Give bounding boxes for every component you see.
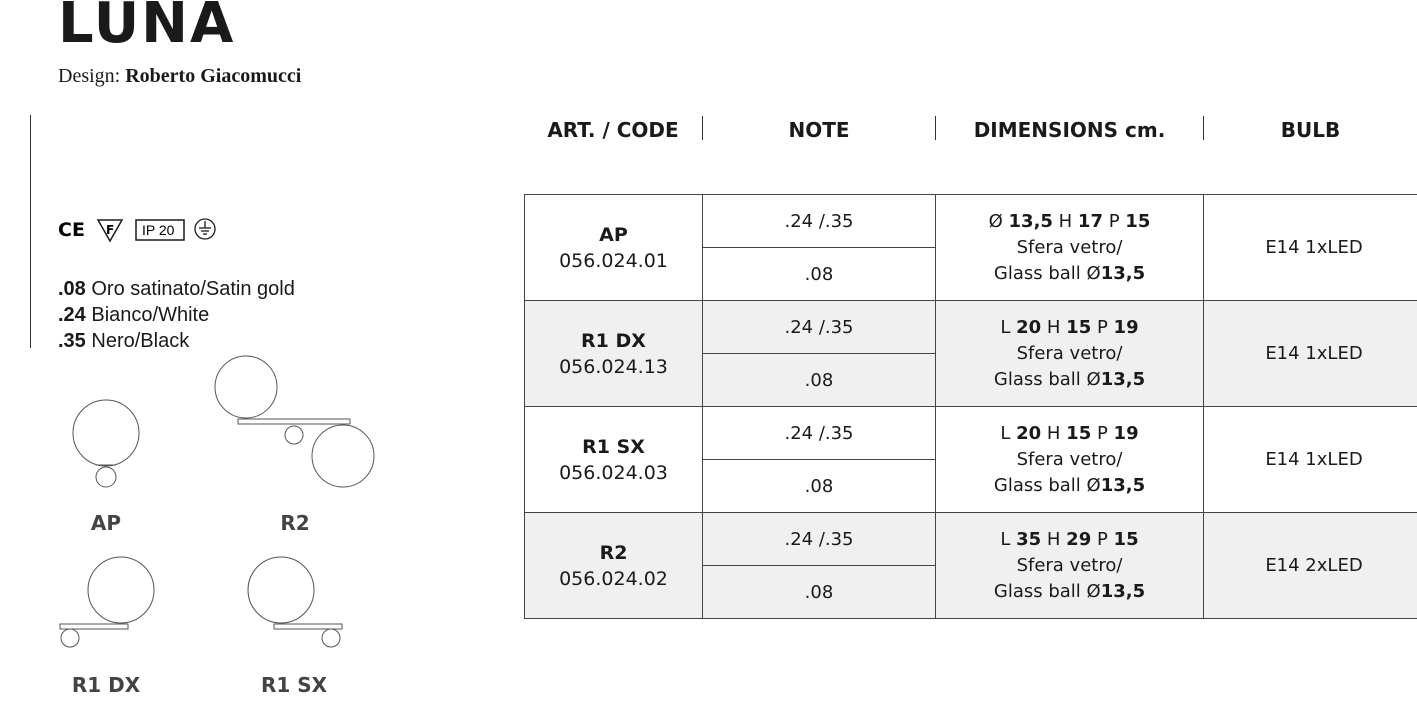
glass-value: 13,5	[1100, 262, 1146, 284]
model-label-ap: AP	[90, 511, 122, 535]
model-label-r2: R2	[280, 511, 310, 535]
dim-value: 19	[1113, 422, 1139, 444]
glass-line: Sfera vetro/	[1016, 554, 1123, 576]
art-code: 056.024.02	[559, 567, 668, 590]
f-mark-letter: F	[106, 223, 115, 237]
dimensions-cell	[936, 195, 1204, 301]
dimensions-line	[936, 209, 1203, 235]
glass-label: Glass ball Ø	[993, 262, 1101, 284]
note-cell: .08	[703, 248, 936, 301]
finish-name: Oro satinato/Satin gold	[91, 278, 295, 300]
header-art-code: ART. / CODE	[547, 118, 679, 142]
art-code: 056.024.13	[559, 355, 668, 378]
finish-code: .35	[58, 330, 86, 352]
glass-ball-line	[936, 579, 1203, 605]
glass-label: Glass ball Ø	[993, 368, 1101, 390]
header-dimensions: DIMENSIONS cm.	[973, 118, 1166, 142]
dim-value: 15	[1113, 528, 1139, 550]
art-code-cell	[525, 195, 703, 301]
finish-name: Bianco/White	[91, 304, 210, 326]
glass-line: Sfera vetro/	[1016, 448, 1123, 470]
note-cell: .08	[703, 566, 936, 619]
dim-label: H	[1041, 316, 1067, 338]
art-code-cell	[525, 301, 703, 407]
ip-rating-text: IP 20	[142, 222, 175, 238]
dim-value: 20	[1016, 316, 1042, 338]
art-name: AP	[599, 223, 628, 246]
art-code-cell	[525, 407, 703, 513]
finish-code: .08	[58, 278, 86, 300]
dim-label: L	[1000, 316, 1017, 338]
designer-label: Design:	[58, 65, 121, 87]
note-cell: .08	[703, 460, 936, 513]
glass-label: Glass ball Ø	[993, 474, 1101, 496]
dim-value: 15	[1125, 210, 1151, 232]
note-cell: .24 /.35	[703, 513, 936, 566]
note-cell: .24 /.35	[703, 407, 936, 460]
ap-lamp-drawing	[73, 400, 139, 487]
model-label-r1dx: R1 DX	[71, 673, 141, 697]
dim-label: H	[1041, 528, 1067, 550]
finish-name: Nero/Black	[91, 330, 190, 352]
model-label-r1sx: R1 SX	[260, 673, 328, 697]
art-name: R1 DX	[581, 329, 646, 352]
glass-ball-line	[936, 261, 1203, 287]
spec-table	[524, 194, 1417, 619]
bulb-cell: E14 1xLED	[1204, 301, 1417, 407]
bulb-cell: E14 2xLED	[1204, 513, 1417, 619]
art-code: 056.024.03	[559, 461, 668, 484]
dim-value: 29	[1066, 528, 1092, 550]
r2-lamp-drawing	[215, 356, 374, 487]
dim-label: H	[1052, 210, 1078, 232]
note-cell: .24 /.35	[703, 195, 936, 248]
glass-value: 13,5	[1100, 580, 1146, 602]
dim-label: P	[1091, 422, 1114, 444]
art-name: R1 SX	[582, 435, 645, 458]
table-row	[525, 407, 1417, 460]
glass-line: Sfera vetro/	[1016, 342, 1123, 364]
note-cell: .08	[703, 354, 936, 407]
bulb-cell: E14 1xLED	[1204, 407, 1417, 513]
dim-label: Ø	[988, 210, 1009, 232]
dim-label: P	[1091, 528, 1114, 550]
dimensions-line	[936, 421, 1203, 447]
table-row	[525, 195, 1417, 248]
dim-value: 35	[1016, 528, 1042, 550]
dimensions-line	[936, 527, 1203, 553]
dim-value: 20	[1016, 422, 1042, 444]
r1dx-lamp-drawing	[60, 557, 154, 647]
header-bulb: BULB	[1280, 118, 1341, 142]
dim-label: H	[1041, 422, 1067, 444]
dim-value: 13,5	[1008, 210, 1053, 232]
dim-value: 19	[1113, 316, 1139, 338]
glass-value: 13,5	[1100, 474, 1146, 496]
dim-label: L	[1000, 528, 1017, 550]
glass-ball-line	[936, 367, 1203, 393]
glass-line: Sfera vetro/	[1016, 236, 1123, 258]
product-title: LUNA	[58, 0, 236, 56]
ce-mark-icon: CE	[58, 219, 85, 241]
dimensions-cell	[936, 513, 1204, 619]
art-code: 056.024.01	[559, 249, 668, 272]
bulb-cell: E14 1xLED	[1204, 195, 1417, 301]
art-code-cell	[525, 513, 703, 619]
finish-code: .24	[58, 304, 86, 326]
dimensions-cell	[936, 407, 1204, 513]
dim-value: 17	[1077, 210, 1103, 232]
dimensions-cell	[936, 301, 1204, 407]
table-row	[525, 513, 1417, 566]
dim-label: P	[1091, 316, 1114, 338]
glass-ball-line	[936, 473, 1203, 499]
dim-value: 15	[1066, 316, 1092, 338]
dimensions-line	[936, 315, 1203, 341]
glass-value: 13,5	[1100, 368, 1146, 390]
designer-name: Roberto Giacomucci	[125, 65, 302, 87]
r1sx-lamp-drawing	[248, 557, 342, 647]
note-cell: .24 /.35	[703, 301, 936, 354]
dim-label: P	[1102, 210, 1126, 232]
header-note: NOTE	[788, 118, 850, 142]
dim-label: L	[1000, 422, 1017, 444]
dim-value: 15	[1066, 422, 1092, 444]
table-row	[525, 301, 1417, 354]
glass-label: Glass ball Ø	[993, 580, 1101, 602]
lamp-drawings	[0, 0, 400, 707]
art-name: R2	[599, 541, 628, 564]
